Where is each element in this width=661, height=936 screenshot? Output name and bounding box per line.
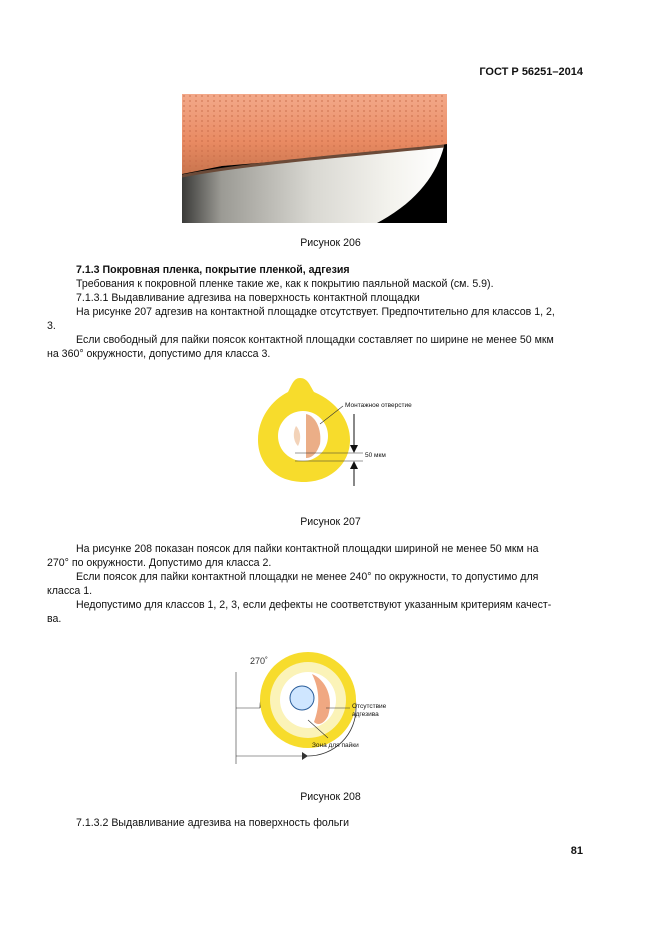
document-id: ГОСТ Р 56251–2014 <box>479 66 583 78</box>
figure-206-caption: Рисунок 206 <box>300 237 361 249</box>
figure-207-label-hole: Монтажное отверстие <box>345 402 412 409</box>
page-number: 81 <box>570 845 583 857</box>
figure-207-caption: Рисунок 207 <box>300 516 361 528</box>
paragraph-3-line-2: 3. <box>47 320 56 332</box>
figure-208-diagram <box>230 650 430 770</box>
paragraph-2: 7.1.3.1 Выдавливание адгезива на поверхность контактной площадки <box>76 292 420 304</box>
paragraph-5-line-2: 270° по окружности. Допустимо для класса 2. <box>47 557 272 569</box>
figure-208-label-absence-1: Отсутствие <box>352 703 387 710</box>
paragraph-6-line-2: класса 1. <box>47 585 93 597</box>
figure-208-label-absence-2: адгезива <box>352 711 379 718</box>
section-heading: 7.1.3 Покровная пленка, покрытие пленкой, адгезия <box>76 264 350 276</box>
figure-207-label-width: 50 мкм <box>365 452 386 459</box>
paragraph-7-line-1: Недопустимо для классов 1, 2, 3, если дефекты не соответствуют указанным критериям качест- <box>76 599 552 611</box>
paragraph-3-line-1: На рисунке 207 адгезив на контактной площадке отсутствует. Предпочтительно для классов 1, 2, <box>76 306 555 318</box>
figure-207-diagram <box>250 372 450 492</box>
figure-208-caption: Рисунок 208 <box>300 791 361 803</box>
figure-208-angle-label: 270˚ <box>250 656 269 666</box>
paragraph-5-line-1: На рисунке 208 показан поясок для пайки контактной площадки шириной не менее 50 мкм на <box>76 543 539 555</box>
paragraph-1: Требования к покровной пленке такие же, как к покрытию паяльной маской (см. 5.9). <box>76 278 494 290</box>
figure-206-photo <box>182 94 447 223</box>
figure-208-label-zone: Зона для пайки <box>312 742 359 749</box>
paragraph-8: 7.1.3.2 Выдавливание адгезива на поверхность фольги <box>76 817 350 829</box>
paragraph-4-line-1: Если свободный для пайки поясок контактной площадки составляет по ширине не менее 50 мкм <box>76 334 554 346</box>
paragraph-6-line-1: Если поясок для пайки контактной площадки не менее 240° по окружности, то допустимо для <box>76 571 539 583</box>
paragraph-7-line-2: ва. <box>47 613 62 625</box>
paragraph-4-line-2: на 360° окружности, допустимо для класса 3. <box>47 348 271 360</box>
